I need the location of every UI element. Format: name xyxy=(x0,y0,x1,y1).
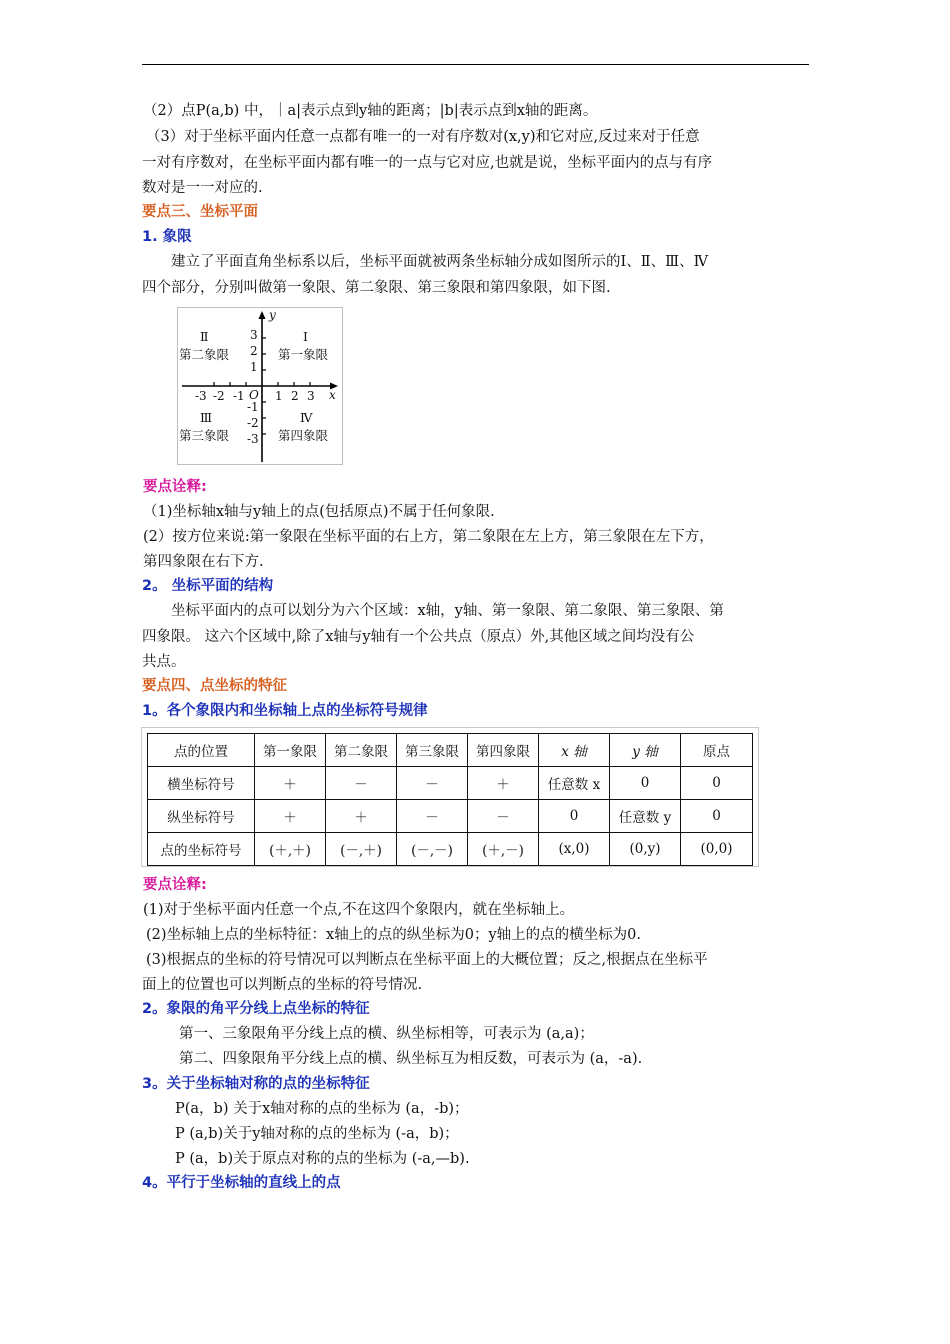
quadrant-3-label: 第三象限 xyxy=(179,428,230,443)
quadrant-1-label: 第一象限 xyxy=(278,347,329,362)
table-header-cell: 第二象限 xyxy=(326,734,397,767)
quadrant-1-numeral: Ⅰ xyxy=(303,329,308,344)
table-cell: 0 xyxy=(539,800,610,833)
table-row-header: 纵坐标符号 xyxy=(148,800,255,833)
table-cell: (－,＋) xyxy=(326,833,397,866)
text-line: （1)坐标轴x轴与y轴上的点(包括原点)不属于任何象限. xyxy=(143,504,495,520)
text-line: 四个部分，分别叫做第一象限、第二象限、第三象限和第四象限，如下图. xyxy=(142,280,611,296)
y-axis-arrow xyxy=(259,311,266,319)
text-line: P (a，b)关于原点对称的点的坐标为 (-a,—b). xyxy=(175,1151,470,1167)
table-header-row xyxy=(148,734,753,767)
note-heading: 要点诠释: xyxy=(143,479,207,495)
table-cell: (＋,－) xyxy=(468,833,539,866)
x-tick-label: 1 xyxy=(275,389,283,403)
subsection-heading: 3。关于坐标轴对称的点的坐标特征 xyxy=(142,1076,370,1092)
subsection-heading: 1。各个象限内和坐标轴上点的坐标符号规律 xyxy=(142,703,428,719)
text-line: （3）对于坐标平面内任意一点都有唯一的一对有序数对(x,y)和它对应,反过来对于任意 xyxy=(146,129,700,145)
table-header-cell: 原点 xyxy=(681,734,753,767)
text-line: (2）按方位来说:第一象限在坐标平面的右上方，第二象限在左上方，第三象限在左下方， xyxy=(143,529,714,545)
y-axis-label: y xyxy=(269,308,276,322)
x-tick-label: -2 xyxy=(213,389,225,403)
text-line: （2）点P(a,b) 中，｜a|表示点到y轴的距离；|b|表示点到x轴的距离。 xyxy=(143,103,598,119)
table-row-header: 点的坐标符号 xyxy=(148,833,255,866)
text-line: 第一、三象限角平分线上点的横、纵坐标相等，可表示为 (a,a)； xyxy=(179,1026,594,1042)
quadrant-2-label: 第二象限 xyxy=(179,347,230,362)
table-header-cell: 第一象限 xyxy=(255,734,326,767)
x-tick-label: 3 xyxy=(307,389,315,403)
header-rule xyxy=(142,64,809,65)
quadrant-4-label: 第四象限 xyxy=(278,428,329,443)
text-line: 一对有序数对，在坐标平面内都有唯一的一点与它对应,也就是说，坐标平面内的点与有序 xyxy=(142,155,713,171)
table-header-cell: 第三象限 xyxy=(397,734,468,767)
table-cell: 0 xyxy=(610,767,681,800)
x-axis-label: x xyxy=(329,388,336,402)
text-line: 面上的位置也可以判断点的坐标的符号情况. xyxy=(142,977,423,993)
table-cell: － xyxy=(468,800,539,833)
quadrant-2-numeral: Ⅱ xyxy=(200,329,209,344)
text-line: 第二、四象限角平分线上点的横、纵坐标互为相反数，可表示为 (a，-a). xyxy=(179,1051,643,1067)
section-heading: 要点三、坐标平面 xyxy=(142,204,258,220)
table-cell: － xyxy=(326,767,397,800)
origin-label: O xyxy=(249,388,259,402)
table-row xyxy=(148,833,753,866)
sign-table xyxy=(147,733,753,866)
subsection-heading: 1. 象限 xyxy=(142,229,192,245)
table-header-cell: 点的位置 xyxy=(148,734,255,767)
quadrant-3-numeral: Ⅲ xyxy=(200,410,213,425)
subsection-heading: 2。象限的角平分线上点坐标的特征 xyxy=(142,1001,370,1017)
table-header-cell: y 轴 xyxy=(610,734,681,767)
table-row xyxy=(148,800,753,833)
subsection-heading: 4。平行于坐标轴的直线上的点 xyxy=(142,1175,341,1191)
text-line: 数对是一一对应的. xyxy=(142,180,263,196)
text-line: P(a，b) 关于x轴对称的点的坐标为 (a，-b)； xyxy=(175,1101,469,1117)
y-tick-label: 1 xyxy=(250,360,258,374)
text-line: P (a,b)关于y轴对称的点的坐标为 (-a，b)； xyxy=(175,1126,459,1142)
table-cell: 0 xyxy=(681,800,753,833)
x-tick-label: 2 xyxy=(291,389,299,403)
y-tick-label: -3 xyxy=(247,432,259,446)
table-cell: (0,y) xyxy=(610,833,681,866)
table-cell: (＋,＋) xyxy=(255,833,326,866)
text-line: 四象限。 这六个区域中,除了x轴与y轴有一个公共点（原点）外,其他区域之间均没有公 xyxy=(142,629,695,645)
table-cell: (x,0) xyxy=(539,833,610,866)
subsection-heading: 2。 坐标平面的结构 xyxy=(142,578,274,594)
x-tick-label: -3 xyxy=(195,389,207,403)
sign-table-frame xyxy=(141,727,759,867)
table-cell: (－,－) xyxy=(397,833,468,866)
note-heading: 要点诠释: xyxy=(143,877,207,893)
x-tick-label: -1 xyxy=(233,389,245,403)
table-cell: 任意数 x xyxy=(539,767,610,800)
y-tick-label: 3 xyxy=(250,328,258,342)
table-row-header: 横坐标符号 xyxy=(148,767,255,800)
table-header-cell: x 轴 xyxy=(539,734,610,767)
table-cell: ＋ xyxy=(255,800,326,833)
table-header-cell: 第四象限 xyxy=(468,734,539,767)
section-heading: 要点四、点坐标的特征 xyxy=(142,678,287,694)
table-cell: ＋ xyxy=(468,767,539,800)
y-tick-label: -2 xyxy=(247,416,259,430)
quadrant-4-numeral: Ⅳ xyxy=(300,410,313,425)
table-cell: (0,0) xyxy=(681,833,753,866)
table-cell: 0 xyxy=(681,767,753,800)
y-tick-label: 2 xyxy=(250,344,258,358)
table-row xyxy=(148,767,753,800)
text-line: (3)根据点的坐标的符号情况可以判断点在坐标平面上的大概位置；反之,根据点在坐标平 xyxy=(146,952,708,968)
table-cell: － xyxy=(397,767,468,800)
table-cell: 任意数 y xyxy=(610,800,681,833)
quadrant-figure xyxy=(177,307,343,465)
text-line: (2)坐标轴上点的坐标特征：x轴上的点的纵坐标为0；y轴上的点的横坐标为0. xyxy=(146,927,641,943)
table-cell: ＋ xyxy=(326,800,397,833)
text-line: 共点。 xyxy=(142,654,186,670)
text-line: 坐标平面内的点可以划分为六个区域：x轴，y轴、第一象限、第二象限、第三象限、第 xyxy=(171,603,724,619)
text-line: 建立了平面直角坐标系以后，坐标平面就被两条坐标轴分成如图所示的Ⅰ、Ⅱ、Ⅲ、Ⅳ xyxy=(171,254,709,270)
text-line: 第四象限在右下方. xyxy=(143,554,264,570)
table-cell: － xyxy=(397,800,468,833)
table-cell: ＋ xyxy=(255,767,326,800)
text-line: (1)对于坐标平面内任意一个点,不在这四个象限内，就在坐标轴上。 xyxy=(143,902,575,918)
y-tick-label: -1 xyxy=(247,400,259,414)
